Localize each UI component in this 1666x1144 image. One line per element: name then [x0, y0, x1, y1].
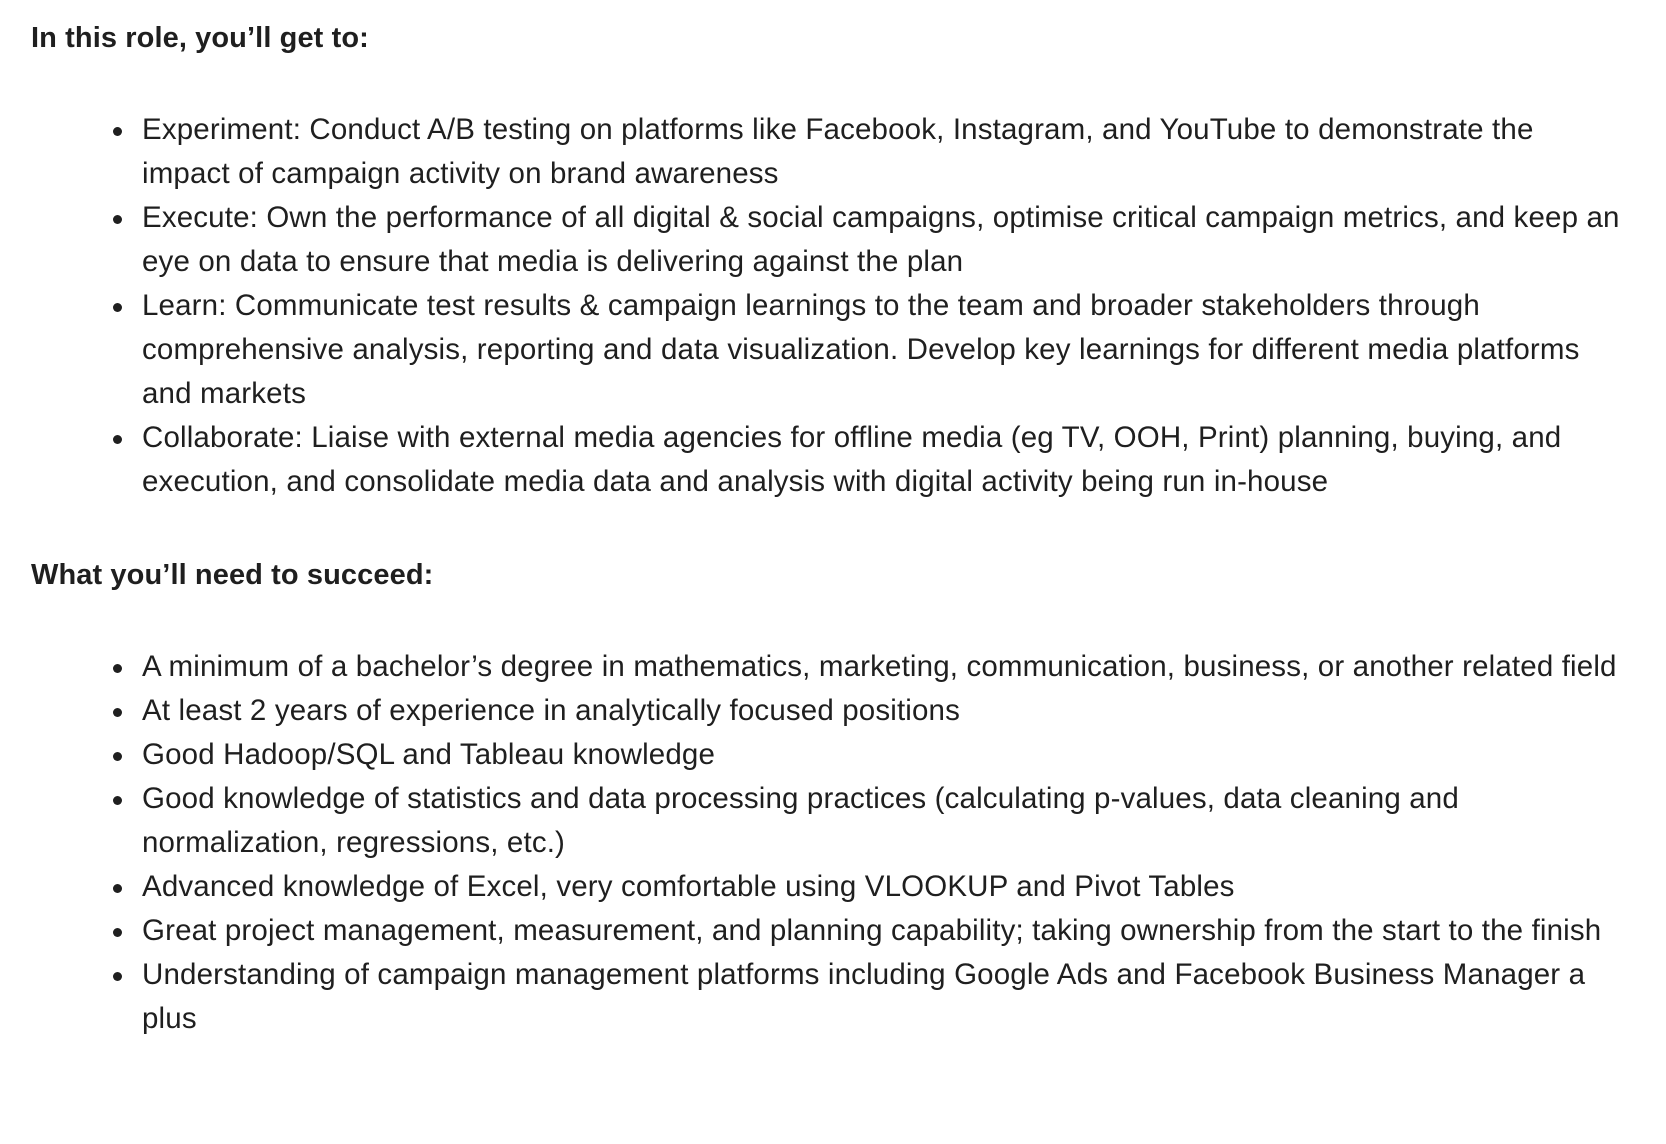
list-item	[31, 689, 1636, 733]
bullet-icon	[113, 303, 122, 312]
section-heading-role: In this role, you’ll get to:	[31, 22, 369, 54]
bullet-icon	[113, 435, 122, 444]
list-item	[31, 645, 1636, 689]
list-item	[31, 108, 1636, 196]
bullet-icon	[113, 215, 122, 224]
list-item-text: Experiment: Conduct A/B testing on platforms like Facebook, Instagram, and YouTube to demonstrate the impact of campaign activity on brand awareness	[142, 113, 1534, 190]
list-item	[31, 909, 1636, 953]
role-list	[31, 108, 1636, 504]
list-item	[31, 416, 1636, 504]
list-item-text: Collaborate: Liaise with external media agencies for offline media (eg TV, OOH, Print) planning, buying, and execution, and consolidate media data and analysis with digital activity being run in-house	[142, 421, 1562, 498]
list-item	[31, 733, 1636, 777]
bullet-icon	[113, 884, 122, 893]
list-item	[31, 953, 1636, 1041]
bullet-icon	[113, 972, 122, 981]
list-item	[31, 196, 1636, 284]
list-item-text: Advanced knowledge of Excel, very comfortable using VLOOKUP and Pivot Tables	[142, 870, 1235, 903]
list-item-text: At least 2 years of experience in analytically focused positions	[142, 694, 961, 727]
section-heading-requirements: What you’ll need to succeed:	[31, 559, 434, 591]
list-item	[31, 777, 1636, 865]
list-item-text: A minimum of a bachelor’s degree in mathematics, marketing, communication, business, or another related field	[142, 650, 1617, 683]
list-item-text: Understanding of campaign management platforms including Google Ads and Facebook Business Manager a plus	[142, 958, 1586, 1035]
bullet-icon	[113, 928, 122, 937]
bullet-icon	[113, 708, 122, 717]
bullet-icon	[113, 664, 122, 673]
bullet-icon	[113, 127, 122, 136]
list-item-text: Execute: Own the performance of all digital & social campaigns, optimise critical campaign metrics, and keep an eye on data to ensure that media is delivering against the plan	[142, 201, 1620, 278]
bullet-icon	[113, 796, 122, 805]
list-item	[31, 865, 1636, 909]
list-item-text: Learn: Communicate test results & campaign learnings to the team and broader stakeholders through comprehensive analysis, reporting and data visualization. Develop key learnings for different media platforms and markets	[142, 289, 1580, 410]
list-item-text: Good knowledge of statistics and data processing practices (calculating p-values, data cleaning and normalization, regressions, etc.)	[142, 782, 1459, 859]
requirements-list	[31, 645, 1636, 1041]
list-item-text: Good Hadoop/SQL and Tableau knowledge	[142, 738, 716, 771]
list-item	[31, 284, 1636, 416]
list-item-text: Great project management, measurement, and planning capability; taking ownership from the start to the finish	[142, 914, 1602, 947]
bullet-icon	[113, 752, 122, 761]
